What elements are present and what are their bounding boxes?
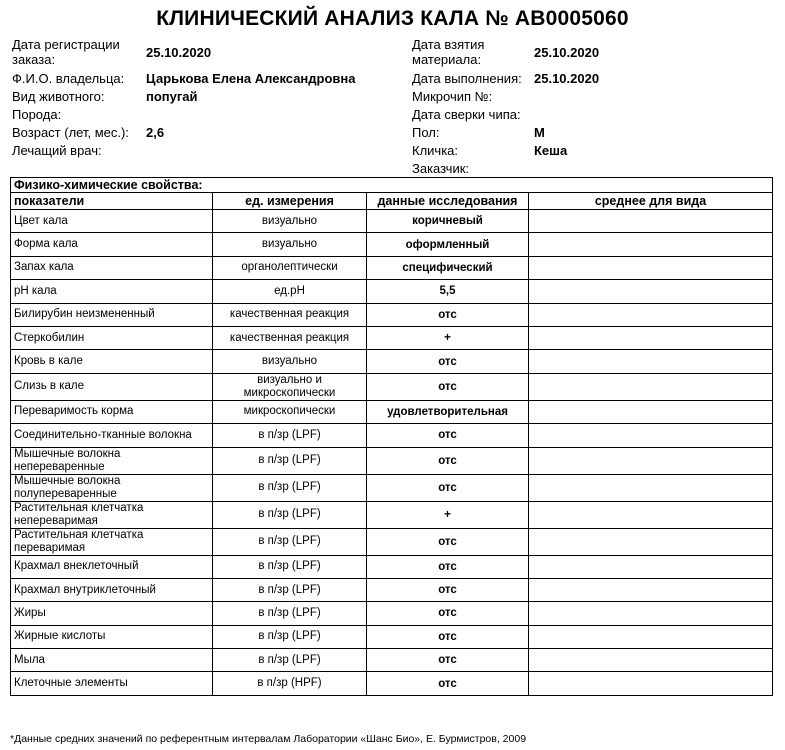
row-unit: в п/зр (LPF): [213, 528, 367, 555]
table-row: [11, 280, 773, 303]
table-row: [11, 447, 773, 474]
row-species-average: [529, 326, 773, 349]
table-row: [11, 233, 773, 256]
row-result: отс: [367, 528, 529, 555]
row-indicator: Мышечные волокна полупереваренные: [11, 474, 213, 501]
row-result: отс: [367, 303, 529, 326]
table-row: [11, 400, 773, 423]
row-indicator: pH кала: [11, 280, 213, 303]
row-species-average: [529, 280, 773, 303]
row-species-average: [529, 233, 773, 256]
table-row: [11, 528, 773, 555]
info-value-age: 2,6: [146, 125, 165, 140]
table-row: [11, 602, 773, 625]
table-row: [11, 501, 773, 528]
row-indicator: Переваримость корма: [11, 400, 213, 423]
row-indicator: Цвет кала: [11, 210, 213, 233]
row-species-average: [529, 400, 773, 423]
table-row: [11, 210, 773, 233]
row-indicator: Билирубин неизмененный: [11, 303, 213, 326]
row-unit: в п/зр (LPF): [213, 555, 367, 578]
header-unit: ед. измерения: [213, 193, 367, 210]
row-result: отс: [367, 625, 529, 648]
info-label-customer: Заказчик:: [412, 161, 470, 176]
header-species-average: среднее для вида: [529, 193, 773, 210]
header-result: данные исследования: [367, 193, 529, 210]
row-unit: качественная реакция: [213, 326, 367, 349]
table-row: [11, 303, 773, 326]
table-row: [11, 555, 773, 578]
info-label-sample-date: Дата взятия материала:: [412, 37, 485, 67]
table-row: [11, 474, 773, 501]
row-unit: качественная реакция: [213, 303, 367, 326]
info-value-completion-date: 25.10.2020: [534, 71, 600, 86]
table-row: [11, 649, 773, 672]
row-result: +: [367, 326, 529, 349]
row-unit: в п/зр (LPF): [213, 501, 367, 528]
row-result: коричневый: [367, 210, 529, 233]
row-indicator: Форма кала: [11, 233, 213, 256]
row-result: отс: [367, 672, 529, 695]
row-species-average: [529, 555, 773, 578]
row-indicator: Клеточные элементы: [11, 672, 213, 695]
row-species-average: [529, 303, 773, 326]
row-species-average: [529, 625, 773, 648]
row-result: 5,5: [367, 280, 529, 303]
info-value-owner: Царькова Елена Александровна: [146, 71, 356, 86]
row-unit: ед.pH: [213, 280, 367, 303]
row-unit: в п/зр (LPF): [213, 649, 367, 672]
row-unit: визуально: [213, 350, 367, 373]
row-result: отс: [367, 649, 529, 672]
row-species-average: [529, 256, 773, 279]
row-indicator: Кровь в кале: [11, 350, 213, 373]
row-species-average: [529, 447, 773, 474]
row-indicator: Жиры: [11, 602, 213, 625]
row-result: специфический: [367, 256, 529, 279]
row-indicator: Мыла: [11, 649, 213, 672]
row-unit: в п/зр (LPF): [213, 447, 367, 474]
row-result: отс: [367, 373, 529, 400]
row-indicator: Крахмал внеклеточный: [11, 555, 213, 578]
info-label-sex: Пол:: [412, 125, 440, 140]
row-unit: визуально и микроскопически: [213, 373, 367, 400]
row-result: отс: [367, 424, 529, 447]
table-row: [11, 350, 773, 373]
info-value-sample-date: 25.10.2020: [534, 45, 600, 60]
info-value-species: попугай: [146, 89, 198, 104]
info-label-breed: Порода:: [12, 107, 62, 122]
row-result: оформленный: [367, 233, 529, 256]
row-species-average: [529, 424, 773, 447]
document-title: КЛИНИЧЕСКИЙ АНАЛИЗ КАЛА № АВ0005060: [156, 7, 629, 30]
table-row: [11, 256, 773, 279]
row-indicator: Запах кала: [11, 256, 213, 279]
row-species-average: [529, 578, 773, 601]
table-row: [11, 672, 773, 695]
row-result: отс: [367, 350, 529, 373]
info-label-microchip: Микрочип №:: [412, 89, 493, 104]
table-row: [11, 424, 773, 447]
row-result: удовлетворительная: [367, 400, 529, 423]
row-indicator: Крахмал внутриклеточный: [11, 578, 213, 601]
row-unit: в п/зр (LPF): [213, 602, 367, 625]
info-value-sex: М: [534, 125, 545, 140]
row-unit: в п/зр (LPF): [213, 424, 367, 447]
row-species-average: [529, 501, 773, 528]
row-indicator: Растительная клетчатка непереваримая: [11, 501, 213, 528]
row-unit: органолептически: [213, 256, 367, 279]
row-indicator: Слизь в кале: [11, 373, 213, 400]
results-table: [10, 177, 773, 696]
row-species-average: [529, 528, 773, 555]
info-value-pet-name: Кеша: [534, 143, 568, 158]
row-unit: в п/зр (HPF): [213, 672, 367, 695]
section-title: Физико-химические свойства:: [11, 178, 773, 193]
row-result: отс: [367, 602, 529, 625]
table-row: [11, 578, 773, 601]
info-label-owner: Ф.И.О. владельца:: [12, 71, 125, 86]
info-label-chip-check-date: Дата сверки чипа:: [412, 107, 521, 122]
info-label-species: Вид животного:: [12, 89, 105, 104]
row-species-average: [529, 672, 773, 695]
row-species-average: [529, 373, 773, 400]
table-row: [11, 326, 773, 349]
row-species-average: [529, 350, 773, 373]
row-indicator: Жирные кислоты: [11, 625, 213, 648]
row-unit: микроскопически: [213, 400, 367, 423]
row-result: отс: [367, 555, 529, 578]
row-unit: в п/зр (LPF): [213, 578, 367, 601]
row-unit: в п/зр (LPF): [213, 625, 367, 648]
info-label-doctor: Лечащий врач:: [12, 143, 102, 158]
row-species-average: [529, 474, 773, 501]
table-row: [11, 373, 773, 400]
info-value-registration-date: 25.10.2020: [146, 45, 212, 60]
footnote: *Данные средних значений по референтным интервалам Лаборатории «Шанс Био», Е. Бурмистров, 2009: [10, 733, 527, 745]
row-species-average: [529, 210, 773, 233]
row-indicator: Соединительно-тканные волокна: [11, 424, 213, 447]
info-label-registration-date: Дата регистрации заказа:: [12, 37, 120, 67]
header-indicator: показатели: [11, 193, 213, 210]
row-result: отс: [367, 447, 529, 474]
info-label-age: Возраст (лет, мес.):: [12, 125, 129, 140]
info-label-completion-date: Дата выполнения:: [412, 71, 522, 86]
row-result: +: [367, 501, 529, 528]
row-unit: визуально: [213, 210, 367, 233]
table-row: [11, 625, 773, 648]
row-species-average: [529, 602, 773, 625]
row-unit: визуально: [213, 233, 367, 256]
row-unit: в п/зр (LPF): [213, 474, 367, 501]
info-label-pet-name: Кличка:: [412, 143, 459, 158]
row-indicator: Стеркобилин: [11, 326, 213, 349]
row-species-average: [529, 649, 773, 672]
row-indicator: Мышечные волокна непереваренные: [11, 447, 213, 474]
row-result: отс: [367, 578, 529, 601]
row-result: отс: [367, 474, 529, 501]
row-indicator: Растительная клетчатка переваримая: [11, 528, 213, 555]
